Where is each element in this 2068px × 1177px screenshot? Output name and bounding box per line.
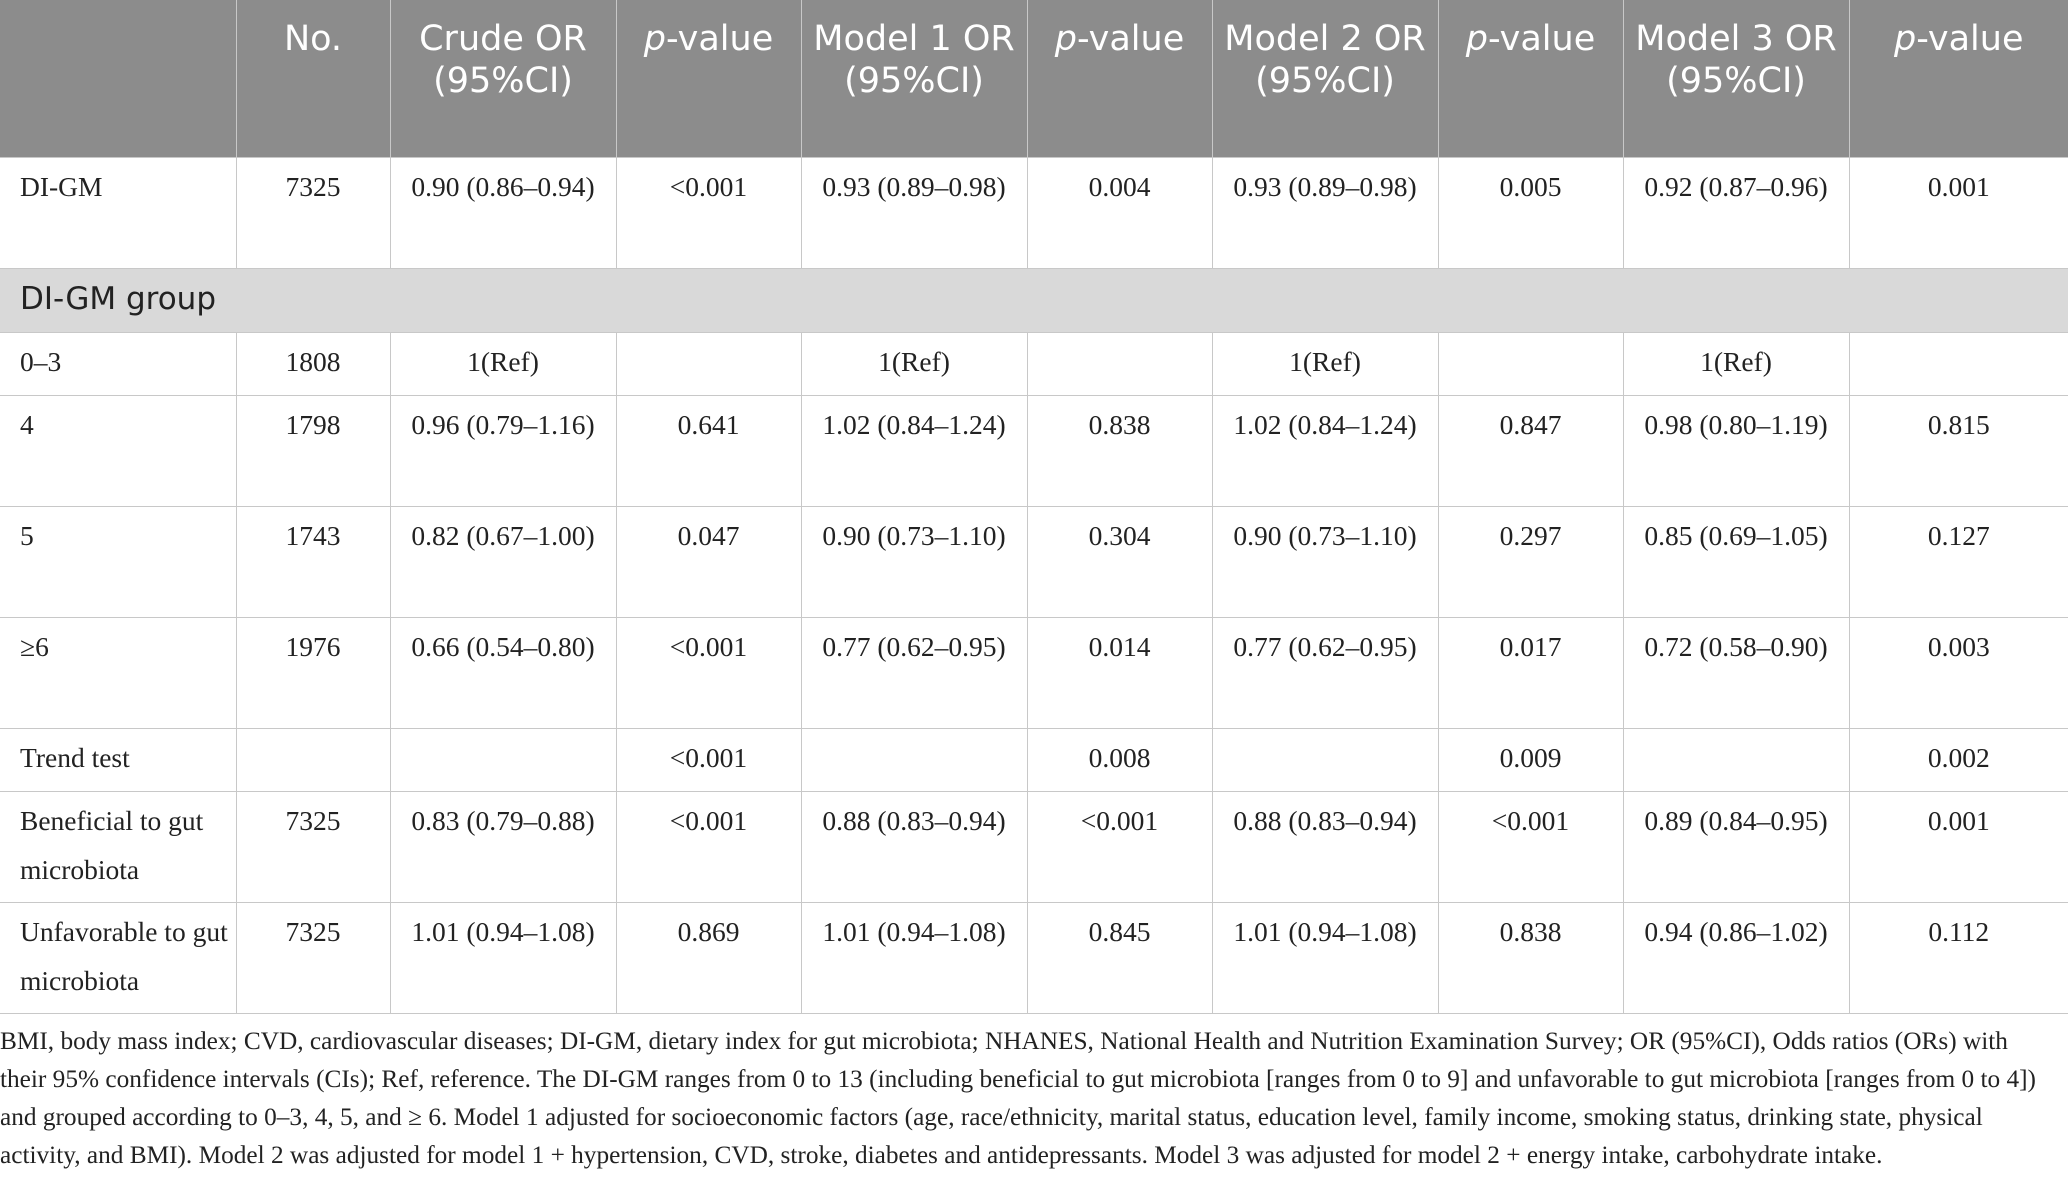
cell-model1-or: 1.01 (0.94–1.08) (801, 902, 1027, 1013)
cell-p-model1: 0.008 (1027, 728, 1212, 791)
cell-model2-or: 1(Ref) (1212, 332, 1438, 395)
table-row (0, 902, 2068, 1013)
header-crude-or (390, 0, 616, 157)
cell-p-crude: 0.641 (616, 395, 801, 506)
header-p-suffix: -value (665, 19, 774, 59)
cell-crude-or: 0.83 (0.79–0.88) (390, 791, 616, 902)
cell-crude-or: 0.96 (0.79–1.16) (390, 395, 616, 506)
cell-p-model1: 0.304 (1027, 506, 1212, 617)
cell-p-model2: 0.847 (1438, 395, 1623, 506)
cell-no: 1808 (236, 332, 390, 395)
row-label: 5 (0, 506, 236, 617)
cell-p-model3: 0.001 (1849, 791, 2068, 902)
cell-model3-or: 0.94 (0.86–1.02) (1623, 902, 1849, 1013)
cell-model1-or (801, 728, 1027, 791)
cell-p-crude: 0.869 (616, 902, 801, 1013)
cell-model1-or: 0.90 (0.73–1.10) (801, 506, 1027, 617)
cell-p-model3: 0.003 (1849, 617, 2068, 728)
cell-p-crude: <0.001 (616, 791, 801, 902)
row-label: Beneficial to gut microbiota (0, 791, 236, 902)
header-text: Model 2 OR (95%CI) (1224, 19, 1426, 101)
cell-p-model1 (1027, 332, 1212, 395)
cell-p-model1: 0.838 (1027, 395, 1212, 506)
cell-model2-or: 0.77 (0.62–0.95) (1212, 617, 1438, 728)
cell-crude-or: 0.90 (0.86–0.94) (390, 157, 616, 268)
header-p-model1 (1027, 0, 1212, 157)
header-text: Model 3 OR (95%CI) (1635, 19, 1837, 101)
header-p-suffix: -value (1916, 19, 2024, 59)
header-p-italic: p (1054, 19, 1077, 59)
cell-p-model1: 0.014 (1027, 617, 1212, 728)
row-label: 0–3 (0, 332, 236, 395)
cell-crude-or: 0.66 (0.54–0.80) (390, 617, 616, 728)
row-label: DI-GM (0, 157, 236, 268)
cell-p-model2: 0.838 (1438, 902, 1623, 1013)
cell-model1-or: 1.02 (0.84–1.24) (801, 395, 1027, 506)
table-row (0, 617, 2068, 728)
cell-p-crude: <0.001 (616, 617, 801, 728)
cell-no: 7325 (236, 791, 390, 902)
header-p-italic: p (1893, 19, 1917, 59)
group-label: DI-GM group (0, 268, 2068, 332)
cell-model1-or: 0.93 (0.89–0.98) (801, 157, 1027, 268)
cell-p-model3: 0.815 (1849, 395, 2068, 506)
cell-p-crude (616, 332, 801, 395)
table-footnote: BMI, body mass index; CVD, cardiovascular diseases; DI-GM, dietary index for gut microbiota; NHANES, National Health and Nutrition Examination Survey; OR (95%CI), Odds ratios (ORs) with their 95% confidence intervals (CIs); Ref, reference. The DI-GM ranges from 0 to 13 (including beneficial to gut microbiota [ranges from 0 to 9] and unfavorable to gut microbiota [ranges from 0 to 4]) and grouped according to 0–3, 4, 5, and ≥ 6. Model 1 adjusted for socioeconomic factors (age, race/ethnicity, marital status, education level, family income, smoking status, drinking state, physical activity, and BMI). Model 2 was adjusted for model 1 + hypertension, CVD, stroke, diabetes and antidepressants. Model 3 was adjusted for model 2 + energy intake, carbohydrate intake. (0, 1027, 2036, 1169)
cell-p-model1: 0.845 (1027, 902, 1212, 1013)
cell-no: 7325 (236, 902, 390, 1013)
cell-p-model3: 0.112 (1849, 902, 2068, 1013)
row-label: 4 (0, 395, 236, 506)
cell-model2-or: 1.01 (0.94–1.08) (1212, 902, 1438, 1013)
cell-model3-or: 0.98 (0.80–1.19) (1623, 395, 1849, 506)
cell-model3-or: 0.92 (0.87–0.96) (1623, 157, 1849, 268)
cell-p-crude: 0.047 (616, 506, 801, 617)
cell-p-crude: <0.001 (616, 728, 801, 791)
table-row (0, 395, 2068, 506)
cell-p-model2 (1438, 332, 1623, 395)
cell-model3-or: 1(Ref) (1623, 332, 1849, 395)
header-p-suffix: -value (1076, 19, 1185, 59)
table-row (0, 728, 2068, 791)
cell-p-crude: <0.001 (616, 157, 801, 268)
cell-crude-or: 1.01 (0.94–1.08) (390, 902, 616, 1013)
header-label (0, 0, 236, 157)
cell-p-model3: 0.127 (1849, 506, 2068, 617)
row-label: ≥6 (0, 617, 236, 728)
table-row (0, 157, 2068, 268)
row-label: Unfavorable to gut microbiota (0, 902, 236, 1013)
cell-model3-or (1623, 728, 1849, 791)
cell-no: 7325 (236, 157, 390, 268)
cell-model2-or: 0.88 (0.83–0.94) (1212, 791, 1438, 902)
cell-p-model2: <0.001 (1438, 791, 1623, 902)
cell-p-model3 (1849, 332, 2068, 395)
cell-no (236, 728, 390, 791)
header-p-model2 (1438, 0, 1623, 157)
cell-p-model1: <0.001 (1027, 791, 1212, 902)
cell-p-model3: 0.001 (1849, 157, 2068, 268)
cell-p-model2: 0.297 (1438, 506, 1623, 617)
cell-no: 1798 (236, 395, 390, 506)
header-model3-or (1623, 0, 1849, 157)
cell-model2-or: 0.90 (0.73–1.10) (1212, 506, 1438, 617)
header-row (0, 0, 2068, 157)
table-row (0, 332, 2068, 395)
header-no: No. (236, 0, 390, 157)
header-p-italic: p (1465, 19, 1488, 59)
cell-crude-or (390, 728, 616, 791)
table-row (0, 791, 2068, 902)
cell-p-model2: 0.017 (1438, 617, 1623, 728)
header-text: Crude OR (95%CI) (419, 19, 587, 101)
header-text: Model 1 OR (95%CI) (813, 19, 1015, 101)
cell-model3-or: 0.85 (0.69–1.05) (1623, 506, 1849, 617)
cell-model1-or: 1(Ref) (801, 332, 1027, 395)
cell-model2-or: 0.93 (0.89–0.98) (1212, 157, 1438, 268)
cell-p-model2: 0.009 (1438, 728, 1623, 791)
cell-no: 1976 (236, 617, 390, 728)
cell-p-model1: 0.004 (1027, 157, 1212, 268)
cell-p-model3: 0.002 (1849, 728, 2068, 791)
cell-model1-or: 0.88 (0.83–0.94) (801, 791, 1027, 902)
cell-model2-or (1212, 728, 1438, 791)
cell-crude-or: 1(Ref) (390, 332, 616, 395)
header-p-crude (616, 0, 801, 157)
cell-model2-or: 1.02 (0.84–1.24) (1212, 395, 1438, 506)
header-p-italic: p (643, 19, 666, 59)
row-label: Trend test (0, 728, 236, 791)
header-model2-or (1212, 0, 1438, 157)
header-p-suffix: -value (1487, 19, 1596, 59)
cell-model3-or: 0.72 (0.58–0.90) (1623, 617, 1849, 728)
cell-crude-or: 0.82 (0.67–1.00) (390, 506, 616, 617)
table-row (0, 506, 2068, 617)
cell-model3-or: 0.89 (0.84–0.95) (1623, 791, 1849, 902)
cell-p-model2: 0.005 (1438, 157, 1623, 268)
header-p-model3 (1849, 0, 2068, 157)
cell-model1-or: 0.77 (0.62–0.95) (801, 617, 1027, 728)
group-header-row (0, 268, 2068, 332)
cell-no: 1743 (236, 506, 390, 617)
header-model1-or (801, 0, 1027, 157)
